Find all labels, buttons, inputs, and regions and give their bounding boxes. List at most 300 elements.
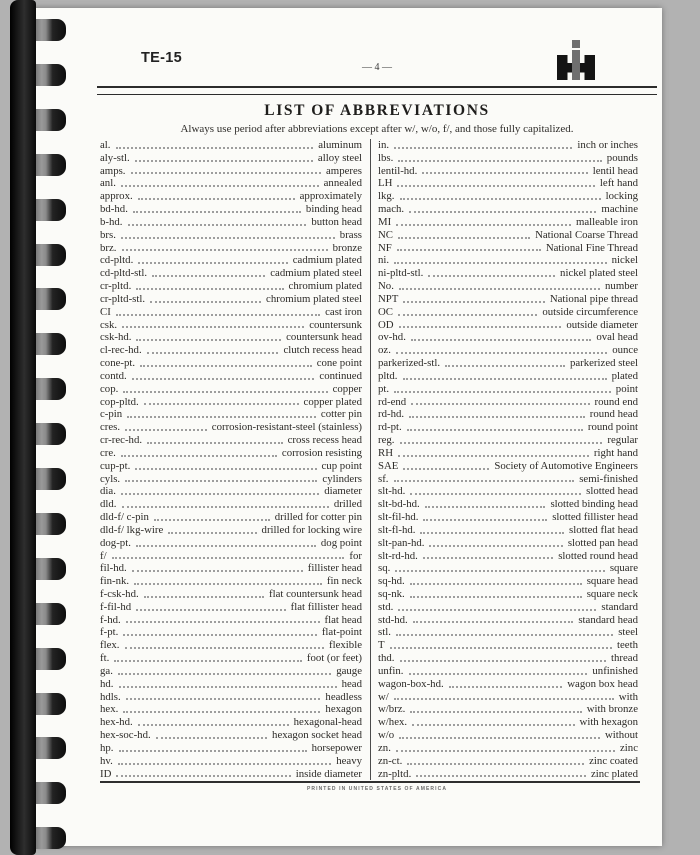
dot-leader: [122, 498, 329, 508]
abbr-term: dld-f/ c-pin: [100, 511, 149, 524]
abbr-term: w/brz.: [378, 703, 406, 716]
abbr-meaning: hexagonal-head: [293, 716, 362, 729]
abbr-term: flex.: [100, 639, 120, 652]
page-content: [97, 40, 657, 792]
abbr-term: slt-fil-hd.: [378, 511, 419, 524]
abbr-meaning: malleable iron: [575, 215, 638, 228]
dot-leader: [135, 460, 316, 470]
abbr-term: RH: [378, 446, 393, 459]
abbreviation-row: [100, 703, 362, 716]
abbr-meaning: heavy: [336, 754, 362, 767]
abbr-term: LH: [378, 177, 393, 190]
abbreviation-row: [100, 716, 362, 729]
dot-leader: [118, 755, 331, 765]
dot-leader: [147, 344, 279, 354]
dot-leader: [144, 396, 299, 406]
abbr-term: ft.: [100, 652, 110, 665]
abbr-meaning: flat fillister head: [290, 600, 362, 613]
abbr-meaning: countersunk head: [286, 331, 362, 344]
dot-leader: [429, 537, 562, 547]
dot-leader: [119, 742, 307, 752]
dot-leader: [403, 460, 489, 470]
abbr-term: hv.: [100, 754, 113, 767]
abbr-term: thd.: [378, 652, 395, 665]
abbr-term: mach.: [378, 203, 405, 216]
abbr-term: w/: [378, 690, 389, 703]
abbreviation-row: [100, 177, 362, 190]
abbr-term: wagon-box-hd.: [378, 677, 444, 690]
abbr-term: dld.: [100, 498, 117, 511]
abbr-meaning: semi-finished: [579, 472, 638, 485]
abbreviation-row: [378, 216, 638, 229]
print-notice: PRINTED IN UNITED STATES OF AMERICA: [306, 786, 448, 793]
dot-leader: [398, 229, 530, 239]
abbreviation-row: [378, 588, 638, 601]
abbr-meaning: drilled for cotter pin: [274, 511, 362, 524]
abbreviation-row: [100, 473, 362, 486]
abbr-term: rd-end: [378, 395, 407, 408]
dot-leader: [409, 203, 596, 213]
abbreviation-row: [100, 267, 362, 280]
abbr-term: cres.: [100, 421, 121, 434]
abbr-term: zn-ct.: [378, 754, 403, 767]
dot-leader: [390, 639, 612, 649]
abbr-meaning: flexible: [329, 639, 362, 652]
abbr-meaning: National Fine Thread: [545, 241, 638, 254]
abbreviation-row: [378, 408, 638, 421]
comb-binding: [0, 0, 80, 855]
abbr-meaning: cup point: [321, 459, 362, 472]
abbr-meaning: pounds: [606, 151, 638, 164]
abbr-meaning: round point: [587, 421, 638, 434]
abbr-term: NF: [378, 241, 392, 254]
document-code: TE-15: [141, 50, 182, 66]
dot-leader: [121, 229, 335, 239]
dot-leader: [132, 562, 303, 572]
abbreviation-row: [378, 755, 638, 768]
abbr-meaning: binding head: [305, 203, 362, 216]
abbr-meaning: zinc: [620, 741, 638, 754]
header-double-rule: [97, 86, 657, 95]
abbreviation-row: [378, 742, 638, 755]
abbreviation-row: [100, 319, 362, 332]
abbreviation-row: [378, 293, 638, 306]
dot-leader: [396, 742, 615, 752]
abbr-meaning: hexagon socket head: [272, 729, 362, 742]
abbreviation-row: [100, 575, 362, 588]
dot-leader: [394, 139, 572, 149]
abbreviation-row: [100, 293, 362, 306]
abbr-term: cone-pt.: [100, 357, 136, 370]
abbreviation-row: [100, 190, 362, 203]
abbr-meaning: horsepower: [311, 741, 362, 754]
dot-leader: [398, 152, 601, 162]
abbr-term: fil-hd.: [100, 562, 127, 575]
abbreviation-row: [100, 357, 362, 370]
abbreviation-row: [378, 511, 638, 524]
abbreviation-row: [378, 370, 638, 383]
abbr-meaning: dog point: [320, 536, 362, 549]
abbr-meaning: aluminum: [318, 139, 362, 151]
abbr-meaning: chromium plated steel: [266, 292, 362, 305]
abbr-term: f-csk-hd.: [100, 587, 139, 600]
dot-leader: [125, 421, 207, 431]
abbreviations-column-right: [378, 139, 638, 780]
abbr-term: f-hd.: [100, 613, 121, 626]
dot-leader: [138, 716, 289, 726]
abbr-meaning: brass: [339, 228, 362, 241]
abbreviation-row: [378, 254, 638, 267]
dot-leader: [131, 165, 322, 175]
dot-leader: [122, 242, 328, 252]
abbreviation-row: [100, 652, 362, 665]
abbreviation-row: [100, 254, 362, 267]
dot-leader: [410, 575, 582, 585]
dot-leader: [397, 177, 595, 187]
abbr-term: hd.: [100, 677, 114, 690]
abbr-meaning: cross recess head: [287, 434, 362, 447]
dot-leader: [397, 242, 541, 252]
dot-leader: [409, 408, 585, 418]
abbr-meaning: gauge: [336, 664, 362, 677]
abbreviation-row: [378, 575, 638, 588]
abbr-term: sq-nk.: [378, 587, 405, 600]
abbr-term: csk.: [100, 318, 118, 331]
dot-leader: [410, 588, 582, 598]
abbr-meaning: National Coarse Thread: [535, 228, 638, 241]
abbr-meaning: alloy steel: [317, 151, 362, 164]
dot-leader: [118, 665, 331, 675]
abbr-term: dog-pt.: [100, 536, 131, 549]
abbreviation-row: [378, 665, 638, 678]
abbreviation-row: [100, 537, 362, 550]
dot-leader: [420, 524, 564, 534]
abbr-meaning: thread: [611, 652, 638, 665]
abbreviation-row: [100, 614, 362, 627]
dot-leader: [394, 383, 611, 393]
abbr-meaning: outside circumference: [542, 305, 638, 318]
abbr-meaning: headless: [325, 690, 362, 703]
abbreviation-row: [100, 306, 362, 319]
abbr-term: bd-hd.: [100, 203, 128, 216]
dot-leader: [135, 152, 313, 162]
abbreviation-row: [378, 639, 638, 652]
abbreviation-row: [100, 665, 362, 678]
abbr-term: al.: [100, 139, 111, 151]
dot-leader: [398, 601, 596, 611]
abbr-meaning: square: [609, 562, 638, 575]
abbr-term: CI: [100, 305, 111, 318]
abbreviation-row: [378, 306, 638, 319]
abbr-meaning: Society of Automotive Engineers: [494, 459, 638, 472]
abbreviation-row: [378, 614, 638, 627]
abbr-term: reg.: [378, 434, 395, 447]
abbr-term: dld-f/ lkg-wire: [100, 523, 164, 536]
abbr-meaning: diameter: [324, 485, 362, 498]
dot-leader: [413, 614, 574, 624]
abbr-meaning: point: [615, 382, 638, 395]
dot-leader: [399, 319, 562, 329]
page-title: LIST OF ABBREVIATIONS: [264, 102, 490, 119]
abbr-meaning: machine: [601, 203, 638, 216]
abbr-meaning: amperes: [326, 164, 362, 177]
abbr-term: dia.: [100, 485, 116, 498]
abbr-meaning: cone point: [316, 357, 362, 370]
dot-leader: [138, 190, 295, 200]
dot-leader: [128, 216, 307, 226]
abbreviation-row: [100, 485, 362, 498]
dot-leader: [121, 447, 277, 457]
abbreviation-row: [100, 203, 362, 216]
abbreviation-row: [378, 562, 638, 575]
abbr-meaning: corrosion-resistant-steel (stainless): [211, 421, 362, 434]
abbreviation-row: [378, 716, 638, 729]
abbreviation-row: [378, 537, 638, 550]
abbreviation-row: [100, 344, 362, 357]
abbr-term: sq-hd.: [378, 575, 405, 588]
abbr-term: slt-fl-hd.: [378, 523, 416, 536]
abbr-meaning: flat head: [324, 613, 362, 626]
dot-leader: [423, 511, 547, 521]
abbreviation-row: [378, 601, 638, 614]
dot-leader: [126, 614, 320, 624]
abbreviation-row: [100, 588, 362, 601]
abbr-term: SAE: [378, 459, 399, 472]
abbreviation-row: [378, 177, 638, 190]
dot-leader: [428, 267, 555, 277]
dot-leader: [123, 383, 327, 393]
abbr-meaning: clutch recess head: [283, 344, 362, 357]
dot-leader: [399, 280, 600, 290]
abbreviation-row: [378, 691, 638, 704]
abbr-meaning: continued: [319, 369, 362, 382]
abbr-term: pltd.: [378, 369, 398, 382]
dot-leader: [407, 755, 584, 765]
abbr-meaning: inch or inches: [577, 139, 638, 151]
abbreviation-row: [378, 139, 638, 152]
dot-leader: [407, 421, 583, 431]
abbr-meaning: corrosion resisting: [281, 446, 362, 459]
abbr-meaning: cotter pin: [320, 408, 362, 421]
dot-leader: [150, 293, 261, 303]
abbr-meaning: slotted flat head: [569, 523, 638, 536]
abbr-term: cop.: [100, 382, 119, 395]
abbreviation-row: [378, 652, 638, 665]
abbreviation-row: [100, 626, 362, 639]
abbreviation-row: [378, 434, 638, 447]
abbr-meaning: cadmium plated: [292, 254, 362, 267]
abbr-meaning: nickel plated steel: [560, 267, 638, 280]
abbr-term: w/o: [378, 729, 395, 742]
dot-leader: [411, 396, 589, 406]
abbr-meaning: without: [605, 729, 638, 742]
abbreviation-row: [100, 331, 362, 344]
abbreviation-row: [378, 267, 638, 280]
abbr-term: cr-rec-hd.: [100, 434, 143, 447]
abbr-meaning: plated: [611, 369, 638, 382]
dot-leader: [116, 306, 320, 316]
abbreviation-row: [100, 447, 362, 460]
abbr-term: zn.: [378, 741, 391, 754]
dot-leader: [168, 524, 256, 534]
dot-leader: [410, 703, 581, 713]
abbreviation-row: [378, 524, 638, 537]
abbr-term: unfin.: [378, 664, 404, 677]
abbreviation-row: [378, 729, 638, 742]
abbreviation-row: [100, 511, 362, 524]
dot-leader: [123, 626, 317, 636]
dot-leader: [416, 768, 586, 778]
abbreviation-row: [378, 331, 638, 344]
abbr-term: cop-pltd.: [100, 395, 139, 408]
dot-leader: [134, 575, 322, 585]
dot-leader: [116, 768, 290, 778]
abbr-term: sq.: [378, 562, 391, 575]
dot-leader: [400, 652, 607, 662]
abbreviation-row: [378, 357, 638, 370]
abbr-meaning: hexagon: [325, 703, 362, 716]
dot-leader: [147, 434, 283, 444]
abbr-meaning: approximately: [299, 190, 362, 203]
footer-rule: [100, 781, 640, 783]
abbr-meaning: head: [341, 677, 362, 690]
abbreviation-row: [378, 460, 638, 473]
abbreviation-row: [378, 229, 638, 242]
abbreviation-row: [100, 524, 362, 537]
abbr-meaning: annealed: [323, 177, 362, 190]
dot-leader: [156, 729, 267, 739]
abbr-meaning: steel: [618, 626, 638, 639]
abbr-term: std.: [378, 600, 394, 613]
abbreviation-row: [100, 729, 362, 742]
dot-leader: [403, 293, 544, 303]
dot-leader: [403, 370, 607, 380]
abbreviation-row: [100, 742, 362, 755]
dot-leader: [396, 344, 607, 354]
abbr-meaning: oval head: [596, 331, 638, 344]
abbr-meaning: left hand: [599, 177, 638, 190]
abbreviation-row: [100, 396, 362, 409]
abbr-term: cd-pltd.: [100, 254, 134, 267]
page-header: [97, 40, 657, 86]
abbr-meaning: right hand: [593, 446, 638, 459]
abbr-meaning: cylinders: [322, 472, 362, 485]
dot-leader: [400, 434, 603, 444]
abbr-term: fin-nk.: [100, 575, 130, 588]
abbreviation-row: [378, 550, 638, 563]
dot-leader: [136, 601, 285, 611]
abbr-meaning: with bronze: [586, 703, 638, 716]
abbr-meaning: inside diameter: [295, 767, 362, 780]
abbr-term: cyls.: [100, 472, 121, 485]
abbr-meaning: National pipe thread: [549, 292, 638, 305]
abbr-meaning: slotted pan head: [567, 536, 638, 549]
dot-leader: [449, 678, 563, 688]
abbr-meaning: zinc coated: [589, 754, 638, 767]
abbr-term: amps.: [100, 164, 126, 177]
dot-leader: [136, 331, 281, 341]
abbreviation-row: [100, 280, 362, 293]
abbr-meaning: bronze: [332, 241, 362, 254]
abbr-meaning: countersunk: [309, 318, 362, 331]
abbr-meaning: round head: [589, 408, 638, 421]
abbr-meaning: number: [605, 280, 638, 293]
abbr-term: cl-rec-hd.: [100, 344, 142, 357]
abbreviation-row: [378, 703, 638, 716]
abbreviation-row: [100, 550, 362, 563]
abbr-term: f-fil-hd: [100, 600, 132, 613]
abbr-meaning: standard: [601, 600, 638, 613]
dot-leader: [114, 652, 302, 662]
abbr-term: cup-pt.: [100, 459, 131, 472]
dot-leader: [127, 408, 316, 418]
abbreviation-row: [378, 280, 638, 293]
abbr-term: slt-hd.: [378, 485, 406, 498]
dot-leader: [154, 511, 270, 521]
abbr-term: slt-pan-hd.: [378, 536, 425, 549]
abbr-meaning: drilled for locking wire: [261, 523, 362, 536]
dot-leader: [136, 280, 283, 290]
abbr-meaning: slotted binding head: [550, 498, 638, 511]
abbr-term: ni.: [378, 254, 390, 267]
abbreviation-row: [378, 396, 638, 409]
dot-leader: [398, 447, 589, 457]
dot-leader: [123, 703, 320, 713]
abbr-term: OC: [378, 305, 393, 318]
abbr-term: approx.: [100, 190, 133, 203]
dot-leader: [445, 357, 565, 367]
abbr-term: contd.: [100, 369, 127, 382]
dot-leader: [423, 550, 553, 560]
abbreviation-row: [100, 242, 362, 255]
abbr-meaning: outside diameter: [566, 318, 638, 331]
abbr-term: pt.: [378, 382, 390, 395]
abbr-term: hex-soc-hd.: [100, 729, 151, 742]
dot-leader: [121, 485, 319, 495]
dot-leader: [152, 267, 265, 277]
abbr-term: c-pin: [100, 408, 123, 421]
abbr-meaning: slotted fillister head: [552, 511, 638, 524]
abbr-meaning: slotted head: [586, 485, 638, 498]
dot-leader: [122, 319, 304, 329]
abbr-term: cre.: [100, 446, 116, 459]
abbr-meaning: fin neck: [326, 575, 362, 588]
abbr-meaning: wagon box head: [567, 677, 638, 690]
dot-leader: [409, 665, 588, 675]
abbr-term: sf.: [378, 472, 389, 485]
abbr-meaning: standard head: [578, 613, 638, 626]
abbr-term: aly-stl.: [100, 151, 130, 164]
abbreviation-row: [100, 755, 362, 768]
abbreviation-row: [100, 460, 362, 473]
page-number: — 4 —: [362, 62, 392, 73]
abbr-meaning: slotted round head: [558, 549, 638, 562]
dot-leader: [125, 639, 325, 649]
abbreviation-row: [100, 768, 362, 781]
dot-leader: [425, 498, 546, 508]
dot-leader: [119, 678, 337, 688]
abbreviation-row: [378, 498, 638, 511]
dot-leader: [410, 485, 581, 495]
abbr-meaning: ounce: [612, 344, 638, 357]
abbr-meaning: drilled: [333, 498, 362, 511]
abbreviation-row: [100, 434, 362, 447]
dot-leader: [133, 203, 301, 213]
dot-leader: [396, 626, 613, 636]
abbr-term: rd-hd.: [378, 408, 405, 421]
abbreviation-row: [100, 408, 362, 421]
abbreviation-row: [100, 639, 362, 652]
